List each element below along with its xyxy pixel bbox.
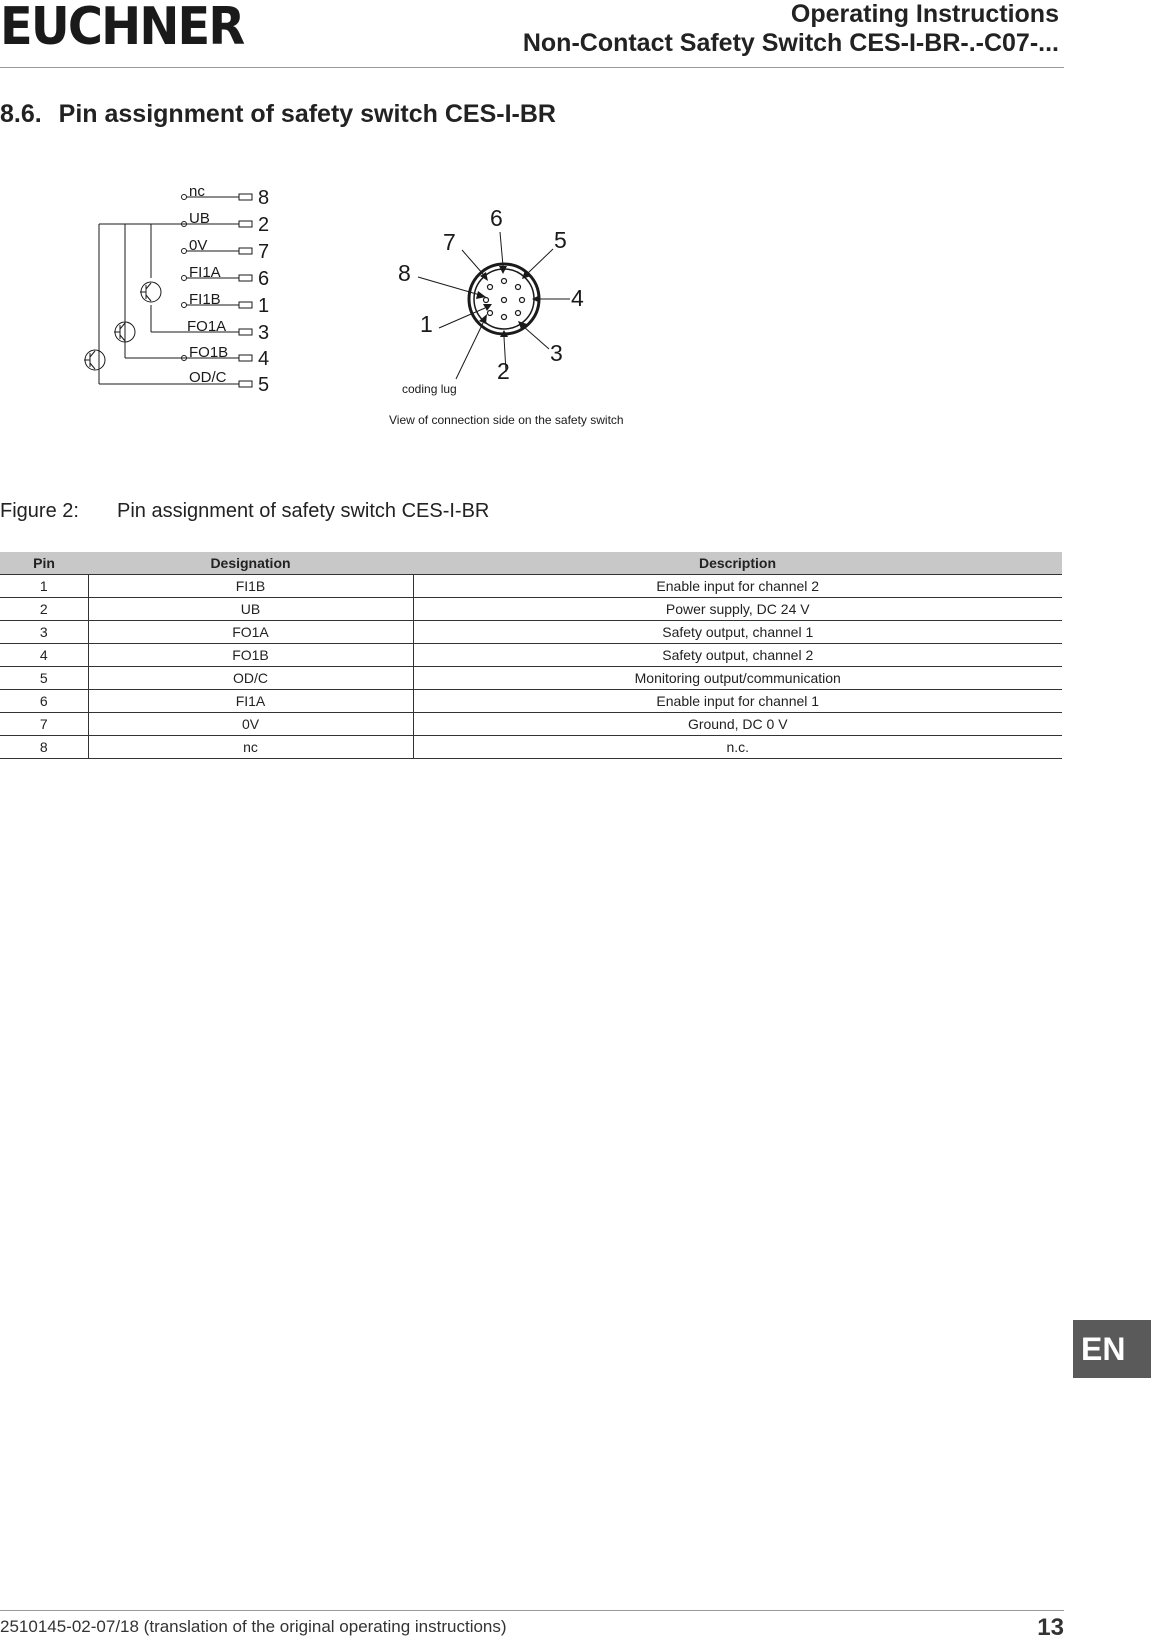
wiring-pin-numbers (258, 187, 269, 396)
section-number: 8.6. (0, 100, 42, 128)
language-tab[interactable]: EN (1073, 1320, 1151, 1378)
doc-type: Operating Instructions (790, 0, 1059, 28)
signal-label: OD/C (189, 369, 227, 386)
euchner-logo: EUCHNER (0, 0, 244, 57)
pin-cell: 4 (0, 644, 88, 667)
designation-cell: OD/C (88, 667, 413, 690)
pin-number: 3 (258, 322, 270, 344)
designation-cell: UB (88, 598, 413, 621)
pin-number: 5 (258, 374, 270, 396)
signal-label: FO1A (187, 318, 227, 335)
pin-cell: 1 (0, 575, 88, 598)
signal-label: FI1A (189, 264, 221, 281)
document-header (523, 0, 1059, 58)
designation-cell: FI1B (88, 575, 413, 598)
figure-caption-text: Pin assignment of safety switch CES-I-BR (117, 500, 490, 522)
pin-number: 2 (258, 214, 270, 236)
pin-cell: 5 (0, 667, 88, 690)
table-row (0, 690, 1062, 713)
pin-cell: 7 (0, 713, 88, 736)
designation-cell: FO1A (88, 621, 413, 644)
connector-pin-label: 3 (550, 340, 563, 366)
section-title: Pin assignment of safety switch CES-I-BR (58, 100, 556, 128)
description-cell: Enable input for channel 1 (413, 690, 1062, 713)
connector-pin-label: 7 (443, 229, 456, 255)
description-cell: Ground, DC 0 V (413, 713, 1062, 736)
description-cell: Safety output, channel 1 (413, 621, 1062, 644)
header-divider (0, 67, 1064, 68)
column-header-description: Description (413, 552, 1062, 575)
pin-number: 8 (258, 187, 270, 209)
connector-view-caption: View of connection side on the safety switch (389, 413, 624, 427)
description-cell: Enable input for channel 2 (413, 575, 1062, 598)
pin-cell: 8 (0, 736, 88, 759)
page-number: 13 (1037, 1614, 1064, 1641)
connector-pin-label: 5 (554, 227, 567, 253)
table-row (0, 713, 1062, 736)
table-header-row (0, 552, 1062, 575)
transistor-1 (140, 282, 161, 302)
description-cell: Monitoring output/communication (413, 667, 1062, 690)
connector-diagram (418, 232, 570, 379)
figure-caption (0, 500, 489, 523)
pin-assignment-figure (0, 180, 660, 430)
connector-pin-label: 4 (571, 285, 584, 311)
description-cell: Safety output, channel 2 (413, 644, 1062, 667)
table-row (0, 736, 1062, 759)
connector-pin-label: 8 (398, 260, 411, 286)
pin-number: 1 (258, 295, 270, 317)
pin-number: 4 (258, 348, 270, 370)
column-header-pin: Pin (0, 552, 88, 575)
description-cell: n.c. (413, 736, 1062, 759)
designation-cell: 0V (88, 713, 413, 736)
connector-pin-labels (398, 205, 584, 384)
table-row (0, 598, 1062, 621)
pin-cell: 6 (0, 690, 88, 713)
wiring-signal-labels (187, 183, 228, 386)
pin-cell: 3 (0, 621, 88, 644)
table-row (0, 621, 1062, 644)
pin-assignment-table (0, 552, 1062, 759)
section-heading (0, 100, 556, 129)
signal-label: UB (189, 210, 210, 227)
table-row (0, 667, 1062, 690)
connector-pin-label: 6 (490, 205, 503, 231)
table-row (0, 644, 1062, 667)
footer-divider (0, 1610, 1064, 1611)
signal-label: nc (189, 183, 205, 200)
pin-cell: 2 (0, 598, 88, 621)
signal-label: 0V (189, 237, 208, 254)
signal-label: FO1B (189, 344, 229, 361)
pin-number: 7 (258, 241, 270, 263)
designation-cell: FO1B (88, 644, 413, 667)
column-header-designation: Designation (88, 552, 413, 575)
table-row (0, 575, 1062, 598)
pin-number: 6 (258, 268, 270, 290)
document-reference: 2510145-02-07/18 (translation of the original operating instructions) (0, 1617, 507, 1636)
product-name: Non-Contact Safety Switch CES-I-BR-.-C07-... (522, 29, 1059, 57)
figure-label: Figure 2: (0, 500, 79, 522)
transistor-3 (84, 350, 105, 370)
coding-lug-label: coding lug (402, 382, 457, 396)
signal-label: FI1B (189, 291, 221, 308)
designation-cell: FI1A (88, 690, 413, 713)
connector-pin-label: 1 (420, 311, 433, 337)
designation-cell: nc (88, 736, 413, 759)
connector-pin-label: 2 (497, 358, 510, 384)
description-cell: Power supply, DC 24 V (413, 598, 1062, 621)
